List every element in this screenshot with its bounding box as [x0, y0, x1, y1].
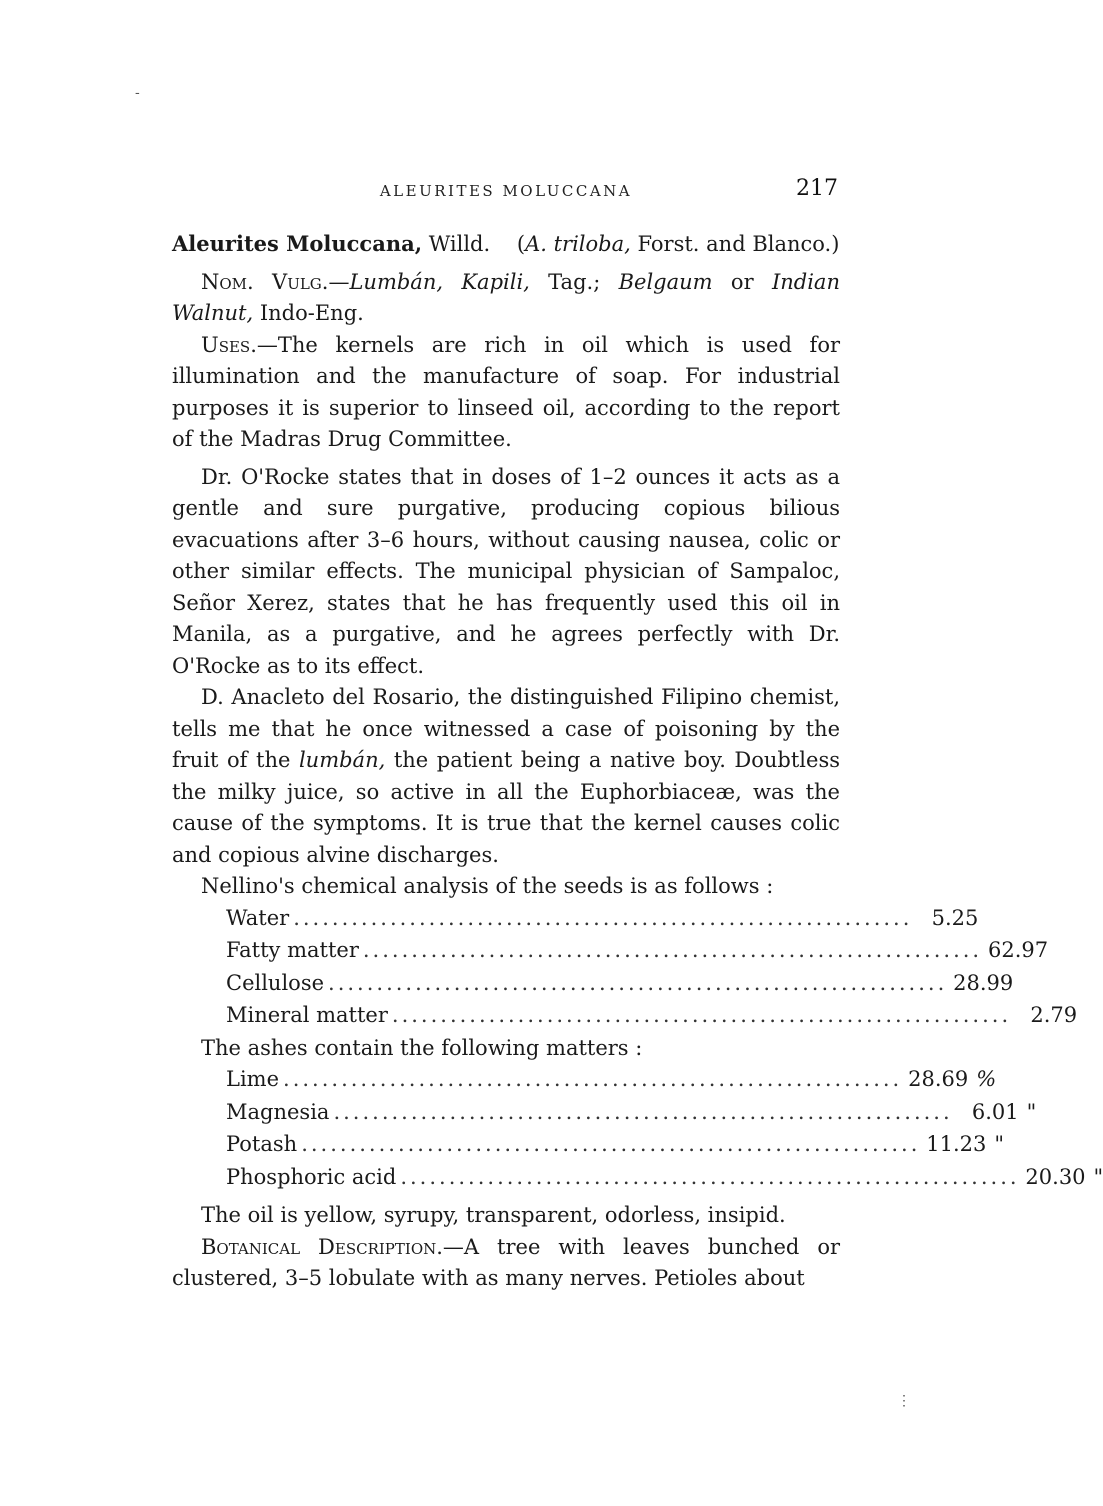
table-row [226, 1000, 1078, 1033]
rosario-text-1: D. Anacleto del Rosario, the distinguished Filipino chemist, tells me that he once witnessed a case of poisoning by the fruit of the [172, 685, 840, 772]
page-number: 217 [796, 176, 838, 201]
nom-vulg-paragraph [172, 267, 840, 330]
analysis-name: Mineral matter [226, 1003, 388, 1027]
table-row [226, 1129, 1005, 1162]
oil-description: The oil is yellow, syrupy, transparent, odorless, insipid. [201, 1203, 786, 1227]
scan-speck: ⋮ [897, 1393, 911, 1409]
ash-name: Potash [226, 1132, 298, 1156]
synonym-rest: Forst. and Blanco.) [630, 232, 840, 256]
leader-dots: ................................................................ [391, 1003, 1012, 1027]
leader-dots: ................................................................ [283, 1067, 903, 1091]
nom-vulg-label: Nom. Vulg. [201, 269, 329, 294]
nom-vulg-tag: Tag.; [529, 269, 619, 294]
rosario-paragraph [172, 682, 840, 871]
ash-value: 28.69 [908, 1067, 969, 1091]
analysis-table [226, 903, 1078, 1033]
table-row [226, 903, 979, 936]
ash-name: Magnesia [226, 1099, 330, 1124]
running-head: ALEURITES MOLUCCANA [379, 182, 633, 200]
analysis-intro: Nellino's chemical analysis of the seeds is as follows : [201, 874, 774, 898]
analysis-name: Fatty matter [226, 938, 359, 962]
ash-value: 20.30 [1025, 1164, 1086, 1189]
analysis-value: 28.99 [953, 970, 1014, 995]
analysis-name: Water [226, 905, 290, 930]
ashes-table [226, 1064, 1103, 1194]
uses-text: —The kernels are rich in oil which is used for illumination and the manufacture of soap. For industrial purposes it is superior to linseed oil, according to the report of the Madras Drug Committee. [172, 332, 840, 451]
analysis-value: 62.97 [987, 938, 1049, 962]
uses-label: Uses. [201, 332, 257, 357]
nom-vulg-names-1: Lumbán, Kapili, [349, 269, 530, 294]
botanical-paragraph [172, 1232, 840, 1295]
botanical-label: Botanical Description. [201, 1234, 443, 1259]
entry-title [172, 228, 840, 261]
table-row [226, 1064, 997, 1097]
synonym-open: ( [516, 232, 526, 256]
ash-unit: " [1093, 1164, 1103, 1189]
rosario-italic: lumbán, [298, 748, 386, 772]
table-row [226, 1097, 1037, 1130]
table-row [226, 968, 1014, 1001]
synonym-name: A. triloba, [525, 232, 631, 256]
nom-vulg-or: or [712, 269, 772, 294]
nom-vulg-dash: — [328, 269, 350, 294]
page-body [172, 228, 1103, 1295]
leader-dots: ................................................................ [328, 970, 948, 995]
leader-dots: ................................................................ [301, 1132, 921, 1156]
nom-vulg-names-3: Indian Walnut, [172, 269, 840, 325]
nom-vulg-names-2: Belgaum [618, 269, 713, 294]
table-row [226, 935, 1049, 968]
leader-dots: ................................................................ [293, 905, 913, 930]
analysis-name: Cellulose [226, 970, 325, 995]
leader-dots: ................................................................ [333, 1099, 953, 1124]
botanical-text: —A tree with leaves bunched or clustered, 3–5 lobulate with as many nerves. Petioles about [172, 1234, 840, 1290]
leader-dots: ................................................................ [400, 1164, 1020, 1189]
analysis-value: 5.25 [931, 905, 979, 930]
leader-dots: ................................................................ [362, 938, 983, 962]
uses-paragraph [172, 330, 840, 456]
ash-value: 6.01 [971, 1099, 1019, 1124]
nom-vulg-lang: Indo-Eng. [253, 301, 364, 325]
ash-name: Phosphoric acid [226, 1164, 397, 1189]
rosario-text-2: the patient being a native boy. Doubtless the milky juice, so active in all the Euphorbiaceæ, was the cause of the symptoms. It is true that the kernel causes colic and copious alvine discharges. [172, 748, 840, 867]
species-name: Aleurites Moluccana, [172, 231, 423, 256]
ash-unit: " [1026, 1099, 1037, 1124]
ash-value: 11.23 [926, 1132, 987, 1156]
ash-unit: " [994, 1132, 1005, 1156]
ash-name: Lime [226, 1067, 280, 1091]
table-row [226, 1162, 1103, 1195]
analysis-value: 2.79 [1030, 1003, 1078, 1027]
page-header [172, 172, 840, 208]
species-author: Willd. [422, 232, 491, 256]
orocke-paragraph: Dr. O'Rocke states that in doses of 1–2 ounces it acts as a gentle and sure purgative, producing copious bilious evacuations after 3–6 hours, without causing nausea, colic or other similar effects. The municipal physician of Sampaloc, Señor Xerez, states that he has frequently used this oil in Manila, as a purgative, and he agrees perfectly with Dr. O'Rocke as to its effect. [172, 464, 840, 678]
scan-speck: - [135, 85, 140, 101]
ashes-intro: The ashes contain the following matters : [201, 1035, 643, 1060]
ash-unit: % [976, 1067, 997, 1091]
